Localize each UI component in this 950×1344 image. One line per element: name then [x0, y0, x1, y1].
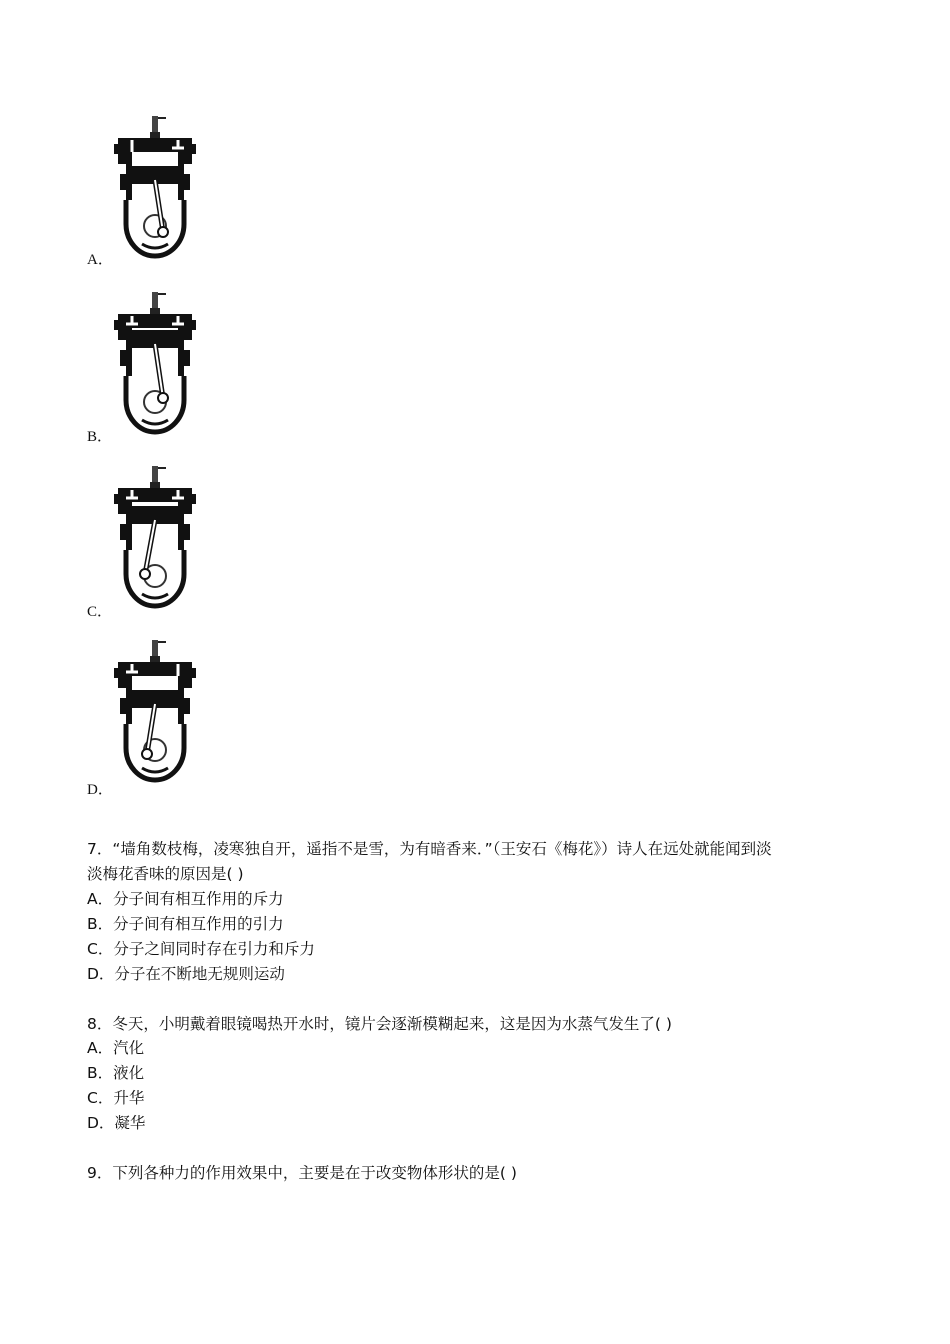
engine-diagram-a — [112, 114, 198, 264]
option-letter-d: D． — [87, 782, 113, 798]
option-letter-b: B． — [87, 429, 113, 445]
q8-option-c: C．升华 — [87, 1089, 145, 1107]
option-letter-c: C． — [87, 604, 113, 620]
q9-stem: 9．下列各种力的作用效果中，主要是在于改变物体形状的是( ) — [87, 1164, 517, 1182]
engine-diagram-c — [112, 464, 198, 614]
q7-option-b: B．分子间有相互作用的引力 — [87, 915, 284, 933]
q7-option-c: C．分子之间同时存在引力和斥力 — [87, 940, 315, 958]
option-letter-a: A． — [87, 252, 113, 268]
q7-stem-line1: 7．“墙角数枝梅，凌寒独自开，遥指不是雪，为有暗香来．”（王安石《梅花》）诗人在远处就能闻到淡 — [87, 840, 772, 858]
q8-stem: 8．冬天，小明戴着眼镜喝热开水时，镜片会逐渐模糊起来，这是因为水蒸气发生了( ) — [87, 1015, 672, 1033]
q7-stem-line2: 淡梅花香味的原因是( ) — [87, 865, 244, 883]
q7-option-d: D．分子在不断地无规则运动 — [87, 965, 285, 983]
q8-option-d: D．凝华 — [87, 1114, 146, 1132]
q7-option-a: A．分子间有相互作用的斥力 — [87, 890, 284, 908]
q8-option-a: A．汽化 — [87, 1039, 145, 1057]
engine-diagram-d — [112, 638, 198, 788]
q8-option-b: B．液化 — [87, 1064, 145, 1082]
engine-diagram-b — [112, 290, 198, 440]
